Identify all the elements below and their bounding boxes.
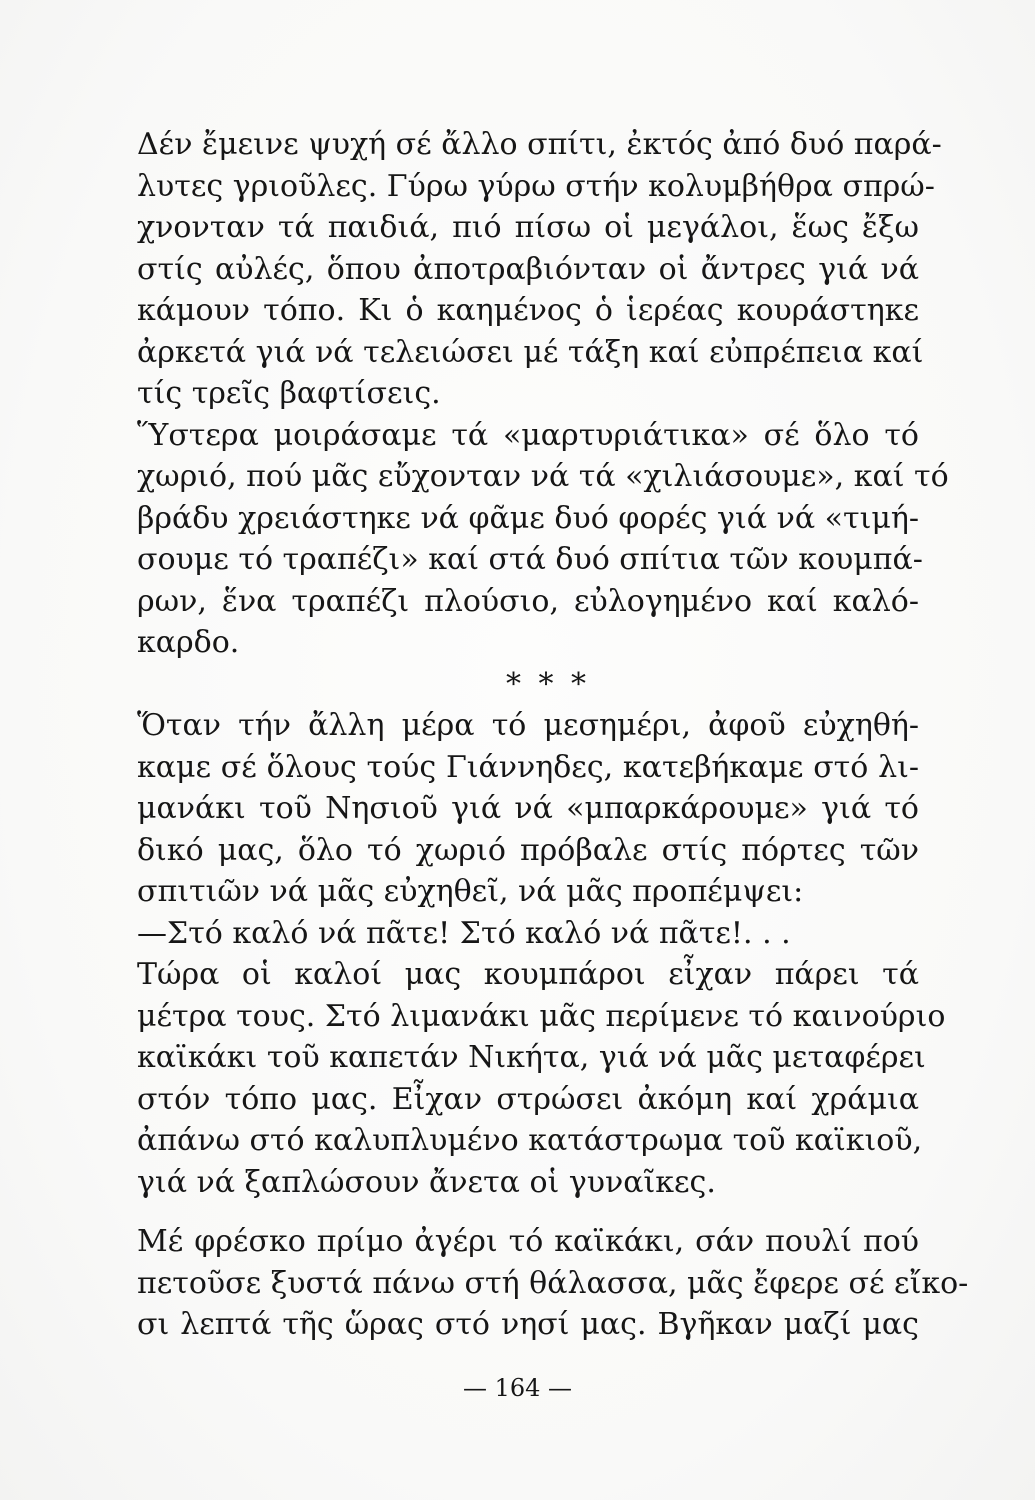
text-line: μέτρα τους. Στό λιμανάκι μᾶς περίμενε τό καινούριο (137, 998, 946, 1034)
dialogue-line: —Στό καλό νά πᾶτε! Στό καλό νά πᾶτε!. . . (137, 915, 791, 951)
text-line: Μέ φρέσκο πρίμο ἀγέρι τό καϊκάκι, σάν πουλί πού (137, 1224, 919, 1259)
text-line: χνονταν τά παιδιά, πιό πίσω οἱ μεγάλοι, ἕως ἔξω (137, 210, 919, 245)
text-line: στίς αὐλές, ὅπου ἀποτραβιόνταν οἱ ἄντρες γιά νά (137, 251, 919, 287)
text-line: κάμουν τόπο. Κι ὁ καημένος ὁ ἱερέας κουράστηκε (137, 293, 919, 328)
text-line: Ὅταν τήν ἄλλη μέρα τό μεσημέρι, ἀφοῦ εὐχηθή- (137, 708, 919, 743)
text-line: Τώρα οἱ καλοί μας κουμπάροι εἶχαν πάρει τά (137, 957, 919, 992)
text-line: γιά νά ξαπλώσουν ἄνετα οἱ γυναῖκες. (137, 1164, 716, 1200)
text-line: ρων, ἕνα τραπέζι πλούσιο, εὐλογημένο καί καλό- (137, 583, 919, 619)
text-line: πετοῦσε ξυστά πάνω στή θάλασσα, μᾶς ἔφερε σέ εἴκο- (137, 1265, 969, 1301)
text-line: Δέν ἔμεινε ψυχή σέ ἄλλο σπίτι, ἐκτός ἀπό δυό παρά- (137, 127, 942, 162)
text-line: δικό μας, ὅλο τό χωριό πρόβαλε στίς πόρτες τῶν (137, 832, 919, 868)
text-line: καϊκάκι τοῦ καπετάν Νικήτα, γιά νά μᾶς μεταφέρει (137, 1040, 926, 1075)
paragraph-3 (137, 705, 919, 913)
text-line: μανάκι τοῦ Νησιοῦ γιά νά «μπαρκάρουμε» γιά τό (137, 791, 919, 826)
text-line: σουμε τό τραπέζι» καί στά δυό σπίτια τῶν κουμπά- (137, 542, 923, 577)
text-line: Ὕστερα μοιράσαμε τά «μαρτυριάτικα» σέ ὅλο τό (137, 417, 919, 453)
text-line: βράδυ χρειάστηκε νά φᾶμε δυό φορές γιά νά «τιμή- (137, 500, 919, 536)
body-text (137, 124, 969, 1346)
page-number: — 164 — (462, 1374, 573, 1402)
text-line: καμε σέ ὅλους τούς Γιάννηδες, κατεβήκαμε στό λι- (137, 749, 919, 785)
paragraph-2 (137, 415, 949, 664)
paragraph-gap (137, 1203, 919, 1221)
paragraph-5 (137, 1221, 969, 1346)
text-line: ἀπάνω στό καλυπλυμένο κατάστρωμα τοῦ καϊκιοῦ, (137, 1123, 923, 1158)
text-line: ἀρκετά γιά νά τελειώσει μέ τάξη καί εὐπρέπεια καί (137, 334, 924, 370)
text-line: λυτες γριοῦλες. Γύρω γύρω στήν κολυμβήθρα σπρώ- (137, 168, 935, 204)
text-line: σι λεπτά τῆς ὥρας στό νησί μας. Βγῆκαν μαζί μας (137, 1307, 919, 1342)
paragraph-4 (137, 954, 946, 1203)
text-line: χωριό, πού μᾶς εὔχονταν νά τά «χιλιάσουμε», καί τό (137, 459, 949, 494)
text-line: καρδο. (137, 625, 240, 660)
text-line: τίς τρεῖς βαφτίσεις. (137, 376, 441, 411)
text-line: στόν τόπο μας. Εἶχαν στρώσει ἀκόμη καί χράμια (137, 1081, 919, 1117)
paragraph-1 (137, 124, 942, 415)
section-separator: * * * (505, 666, 591, 702)
text-line: σπιτιῶν νά μᾶς εὐχηθεῖ, νά μᾶς προπέμψει: (137, 874, 804, 909)
